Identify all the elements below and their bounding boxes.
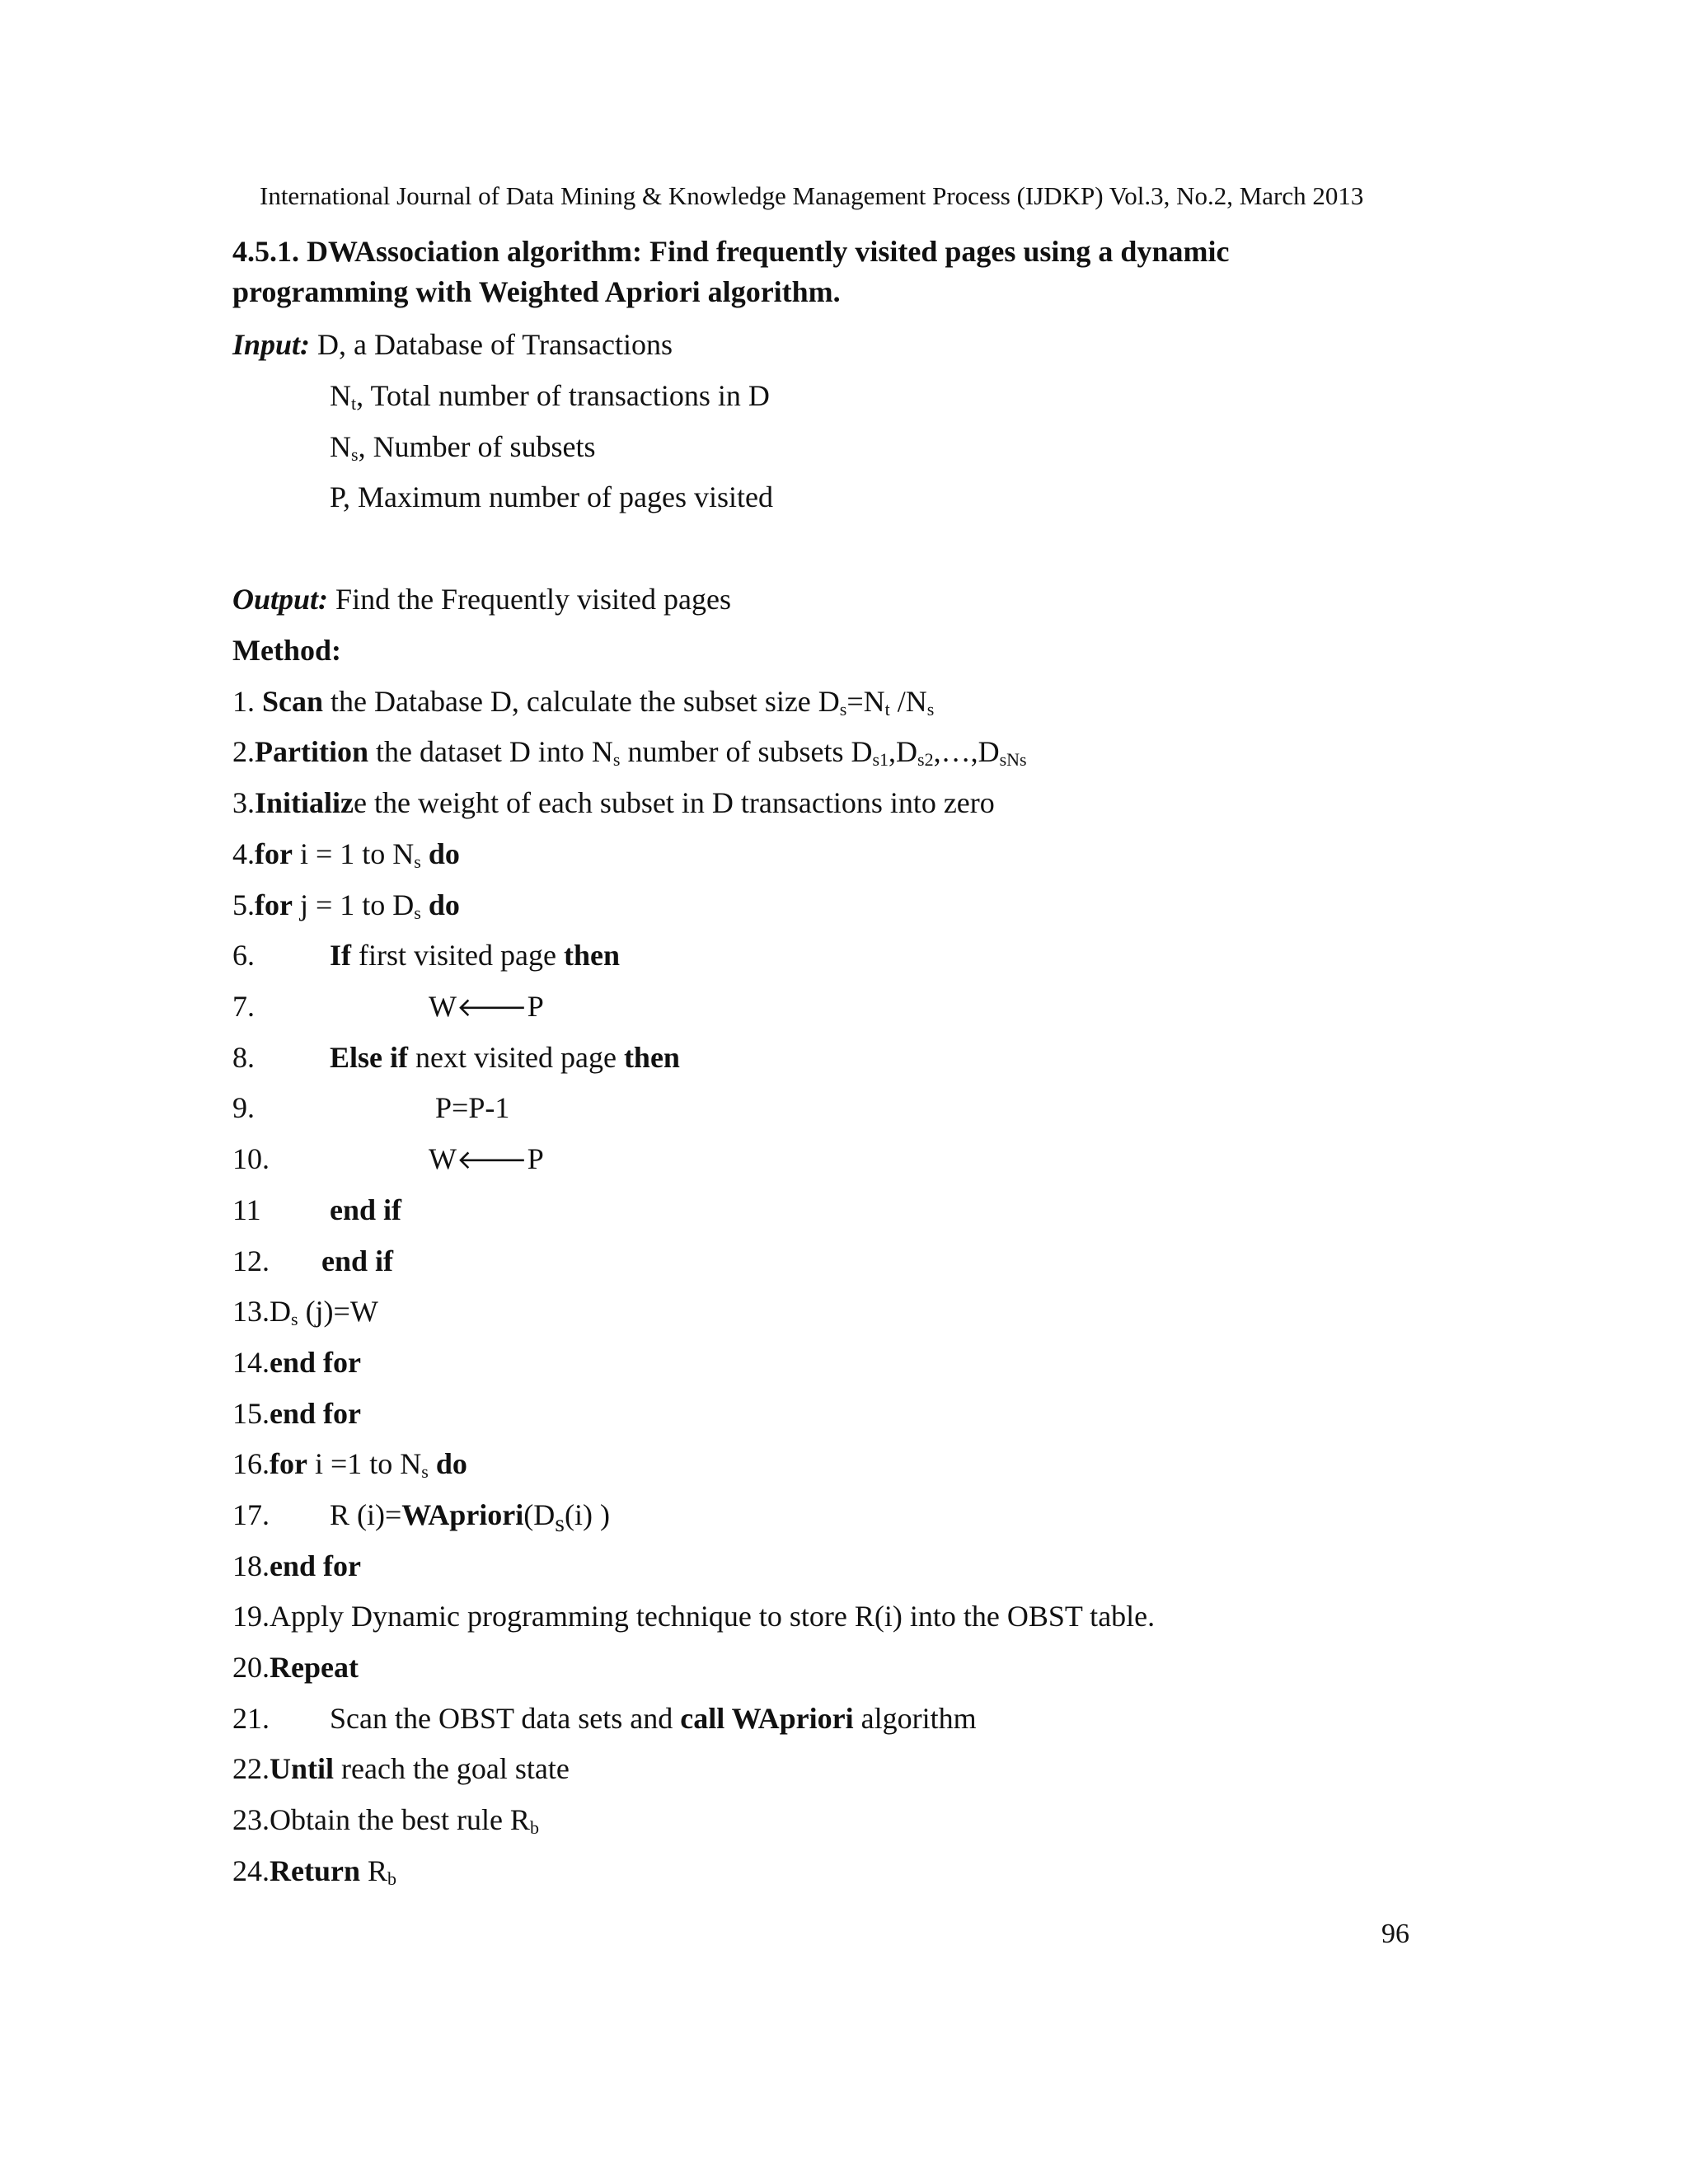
step-14: 14.end for (232, 1346, 361, 1379)
step-17: R $(i)=WApriori(D_s(i)$ ) (330, 1498, 610, 1538)
journal-header: International Journal of Data Mining & Knowledge Management Process (IJDKP) Vol.3, No.2, March 2013 (260, 181, 1364, 210)
section-heading-line-2: programming with Weighted Apriori algorithm. (232, 275, 841, 308)
method-label: Method: (232, 634, 341, 667)
output-label: Output: (232, 583, 329, 616)
step-21: Scan the OBST data sets and call WApriori algorithm (330, 1702, 977, 1735)
step-15: 15.end for (232, 1397, 361, 1430)
step-10: W🡐P (429, 1142, 544, 1175)
step-2: 2.Partition the dataset D into $N_s$ number of subsets $D_{s1},D_{s2},\dots,D_{sNs}$ (232, 735, 1027, 770)
step-20: 20.Repeat (232, 1651, 359, 1684)
input-ns-line: $N_s$, Number of subsets (330, 430, 596, 465)
step-3: 3.Initialize the weight of each subset in D transactions into zero (232, 786, 995, 819)
step-9-number: 9. (232, 1091, 255, 1124)
step-18: 18.end for (232, 1549, 361, 1582)
step-24: 24.Return $R_b$ (232, 1854, 397, 1889)
step-4: 4.for i = 1 to $N_s$ do (232, 837, 460, 872)
step-8: Else if next visited page then (330, 1041, 680, 1074)
input-database: D, a Database of Transactions (317, 328, 673, 361)
step-8-number: 8. (232, 1041, 255, 1074)
step-11-number: 11 (232, 1193, 261, 1226)
step-7: W🡐P (429, 990, 544, 1023)
step-22: 22.Until reach the goal state (232, 1752, 570, 1785)
step-23: 23.Obtain the best rule $R_b$ (232, 1803, 539, 1838)
step-12-number: 12. (232, 1244, 270, 1277)
input-nt-line: $N_t$, Total number of transactions in D (330, 379, 770, 414)
input-p-line: P, Maximum number of pages visited (330, 480, 773, 513)
input-line (232, 326, 673, 363)
output-text: Find the Frequently visited pages (335, 583, 731, 616)
step-12: end if (321, 1244, 394, 1277)
step-10-number: 10. (232, 1142, 270, 1175)
input-label: Input: (232, 328, 311, 361)
step-6-number: 6. (232, 939, 255, 972)
step-5: 5.for j = 1 to $D_s$ do (232, 888, 460, 923)
step-9: P=P-1 (435, 1091, 510, 1124)
step-17-number: 17. (232, 1498, 270, 1531)
step-13: $13.D_s$ (j)=W (232, 1295, 378, 1329)
step-1: 1. Scan the Database D, calculate the subset size $D_s=N_t$ $/N_s$ (232, 685, 935, 719)
page-number: 96 (1381, 1919, 1409, 1949)
step-16: 16.for i =1 to $N_s$ do (232, 1447, 467, 1482)
output-line (232, 581, 731, 617)
step-11: end if (330, 1193, 402, 1226)
left-arrow-icon: 🡐 (456, 991, 528, 1023)
left-arrow-icon: 🡐 (456, 1144, 528, 1175)
step-19: 19.Apply Dynamic programming technique to store R(i) into the OBST table. (232, 1600, 1156, 1633)
section-heading-line-1: 4.5.1. DWAssociation algorithm: Find frequently visited pages using a dynamic (232, 235, 1230, 268)
step-7-number: 7. (232, 990, 255, 1023)
step-6: If first visited page then (330, 939, 620, 972)
step-21-number: 21. (232, 1702, 270, 1735)
